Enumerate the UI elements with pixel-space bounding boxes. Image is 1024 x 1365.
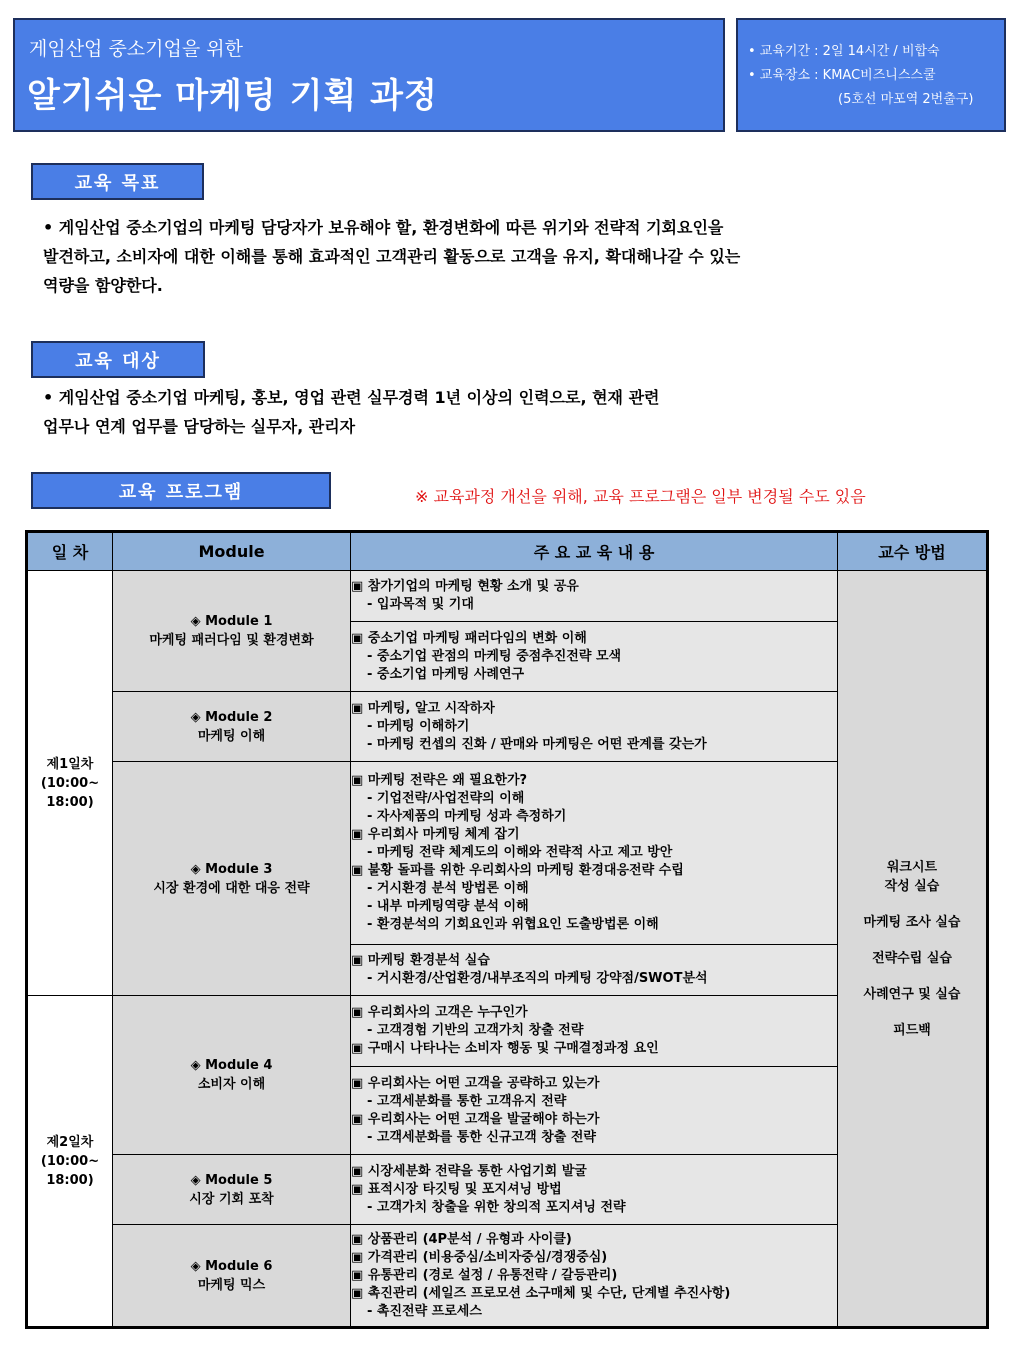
content-subitem: - 마케팅 전략 체계도의 이해와 전략적 사고 제고 방안 — [367, 845, 673, 860]
content-item: ▣ 참가기업의 마케팅 현황 소개 및 공유 — [351, 579, 579, 594]
table-header-row — [27, 532, 988, 571]
content-cell — [351, 571, 838, 622]
module-5-cell — [113, 1155, 351, 1225]
day-label: 제2일차 — [46, 1134, 94, 1150]
content-cell — [351, 945, 838, 996]
content-item: ▣ 가격관리 (비용중심/소비자중심/경쟁중심) — [351, 1249, 608, 1265]
info-period: • 교육기간 : 2일 14시간 / 비합숙 — [748, 44, 940, 59]
program-note: ※ 교육과정 개선을 위해, 교육 프로그램은 일부 변경될 수도 있음 — [415, 487, 866, 506]
content-subitem: - 중소기업 마케팅 사례연구 — [367, 666, 525, 682]
method-line: 사례연구 및 실습 — [863, 986, 961, 1002]
info-location-detail: (5호선 마포역 2번출구) — [838, 92, 974, 107]
header-module: Module — [113, 532, 351, 571]
content-item: ▣ 우리회사 마케팅 체계 잡기 — [351, 827, 520, 842]
day-time: (10:00~ — [40, 775, 100, 791]
method-line: 전략수립 실습 — [872, 950, 952, 966]
content-subitem: - 고객경험 기반의 고객가치 창출 전략 — [367, 1023, 584, 1038]
goal-line: 역량을 함양한다. — [43, 276, 163, 295]
course-title: 알기쉬운 마케팅 기획 과정 — [27, 76, 438, 116]
module-6-cell — [113, 1225, 351, 1328]
content-item: ▣ 구매시 나타나는 소비자 행동 및 구매결정과정 요인 — [351, 1041, 659, 1056]
content-subitem: - 거시환경/산업환경/내부조직의 마케팅 강약점/SWOT분석 — [367, 971, 708, 986]
content-item: ▣ 마케팅 환경분석 실습 — [351, 953, 490, 968]
content-subitem: - 환경분석의 기회요인과 위협요인 도출방법론 이해 — [367, 917, 659, 932]
content-subitem: - 자사제품의 마케팅 성과 측정하기 — [367, 809, 567, 824]
header-content: 주 요 교 육 내 용 — [351, 532, 838, 571]
content-item: ▣ 마케팅 전략은 왜 필요한가? — [351, 773, 528, 788]
module-title: 시장 기회 포착 — [189, 1191, 274, 1207]
day-1-cell — [27, 571, 113, 996]
program-label: 교육 프로그램 — [31, 472, 331, 509]
goal-line: • 게임산업 중소기업의 마케팅 담당자가 보유해야 할, 환경변화에 따른 위기와 전략적 기회요인을 — [43, 218, 724, 237]
content-subitem: - 내부 마케팅역량 분석 이해 — [367, 899, 529, 914]
target-line: 업무나 연계 업무를 담당하는 실무자, 관리자 — [43, 417, 356, 436]
target-line: • 게임산업 중소기업 마케팅, 홍보, 영업 관련 실무경력 1년 이상의 인력으로, 현재 관련 — [43, 388, 660, 407]
content-cell — [351, 1067, 838, 1155]
content-item: ▣ 표적시장 타깃팅 및 포지셔닝 방법 — [351, 1181, 562, 1197]
module-name: ◈ Module 2 — [190, 709, 273, 725]
content-subitem: - 중소기업 관점의 마케팅 중점추진전략 모색 — [367, 648, 622, 664]
method-line: 피드백 — [893, 1022, 931, 1038]
goal-label: 교육 목표 — [31, 163, 204, 200]
content-item: ▣ 촉진관리 (세일즈 프로모션 소구매체 및 수단, 단계별 추진사항) — [351, 1285, 731, 1301]
day-time: (10:00~ — [40, 1153, 100, 1169]
method-line: 워크시트 — [886, 859, 938, 875]
program-table — [25, 530, 989, 1329]
module-title: 마케팅 믹스 — [197, 1277, 266, 1293]
module-2-cell — [113, 692, 351, 762]
content-cell — [351, 762, 838, 945]
table-row — [27, 571, 988, 622]
content-item: ▣ 마케팅, 알고 시작하자 — [351, 700, 495, 716]
course-info-box — [736, 18, 1006, 132]
content-cell — [351, 622, 838, 692]
content-item: ▣ 우리회사는 어떤 고객을 공략하고 있는가 — [351, 1075, 600, 1091]
content-item: ▣ 중소기업 마케팅 패러다임의 변화 이해 — [351, 630, 587, 646]
day-2-cell — [27, 996, 113, 1328]
target-text — [43, 383, 660, 441]
content-subitem: - 입과목적 및 기대 — [367, 597, 474, 612]
module-title: 시장 환경에 대한 대응 전략 — [153, 880, 310, 896]
content-item: ▣ 유통관리 (경로 설정 / 유통전략 / 갈등관리) — [351, 1267, 618, 1283]
content-subitem: - 거시환경 분석 방법론 이해 — [367, 881, 529, 896]
module-name: ◈ Module 3 — [190, 861, 273, 877]
module-1-cell — [113, 571, 351, 692]
content-subitem: - 기업전략/사업전략의 이해 — [367, 791, 525, 806]
module-name: ◈ Module 4 — [190, 1058, 273, 1073]
content-cell — [351, 692, 838, 762]
module-4-cell — [113, 996, 351, 1155]
module-name: ◈ Module 5 — [190, 1172, 273, 1188]
course-title-box — [13, 18, 725, 132]
content-subitem: - 촉진전략 프로세스 — [367, 1303, 482, 1319]
content-cell — [351, 1225, 838, 1328]
content-item: ▣ 우리회사는 어떤 고객을 발굴해야 하는가 — [351, 1111, 600, 1127]
method-cell — [838, 571, 988, 1328]
module-title: 마케팅 패러다임 및 환경변화 — [149, 633, 314, 648]
module-title: 소비자 이해 — [197, 1077, 266, 1092]
content-subitem: - 마케팅 컨셉의 진화 / 판매와 마케팅은 어떤 관계를 갖는가 — [367, 736, 707, 752]
content-subitem: - 고객세분화를 통한 고객유지 전략 — [367, 1093, 567, 1109]
content-item: ▣ 시장세분화 전략을 통한 사업기회 발굴 — [351, 1163, 587, 1179]
header-day: 일 차 — [27, 532, 113, 571]
day-label: 제1일차 — [46, 756, 94, 772]
content-cell — [351, 996, 838, 1067]
content-subitem: - 마케팅 이해하기 — [367, 718, 470, 734]
target-label: 교육 대상 — [31, 341, 205, 378]
module-name: ◈ Module 1 — [190, 614, 273, 629]
content-item: ▣ 불황 돌파를 위한 우리회사의 마케팅 환경대응전략 수립 — [351, 863, 684, 878]
module-3-cell — [113, 762, 351, 996]
day-time: 18:00) — [46, 1172, 94, 1188]
goal-text — [43, 213, 740, 300]
method-line: 마케팅 조사 실습 — [863, 914, 961, 930]
header-method: 교수 방법 — [838, 532, 988, 571]
content-subitem: - 고객가치 창출을 위한 창의적 포지셔닝 전략 — [367, 1199, 626, 1215]
method-line: 작성 실습 — [884, 878, 940, 894]
content-item: ▣ 상품관리 (4P분석 / 유형과 사이클) — [351, 1231, 572, 1247]
content-subitem: - 고객세분화를 통한 신규고객 창출 전략 — [367, 1129, 596, 1145]
content-cell — [351, 1155, 838, 1225]
goal-line: 발견하고, 소비자에 대한 이해를 통해 효과적인 고객관리 활동으로 고객을 유지, 확대해나갈 수 있는 — [43, 247, 741, 266]
course-subtitle: 게임산업 중소기업을 위한 — [29, 38, 243, 60]
content-item: ▣ 우리회사의 고객은 누구인가 — [351, 1005, 528, 1020]
module-title: 마케팅 이해 — [197, 728, 266, 744]
info-location: • 교육장소 : KMAC비즈니스스쿨 — [748, 68, 936, 83]
day-time: 18:00) — [46, 794, 94, 810]
module-name: ◈ Module 6 — [190, 1258, 273, 1274]
